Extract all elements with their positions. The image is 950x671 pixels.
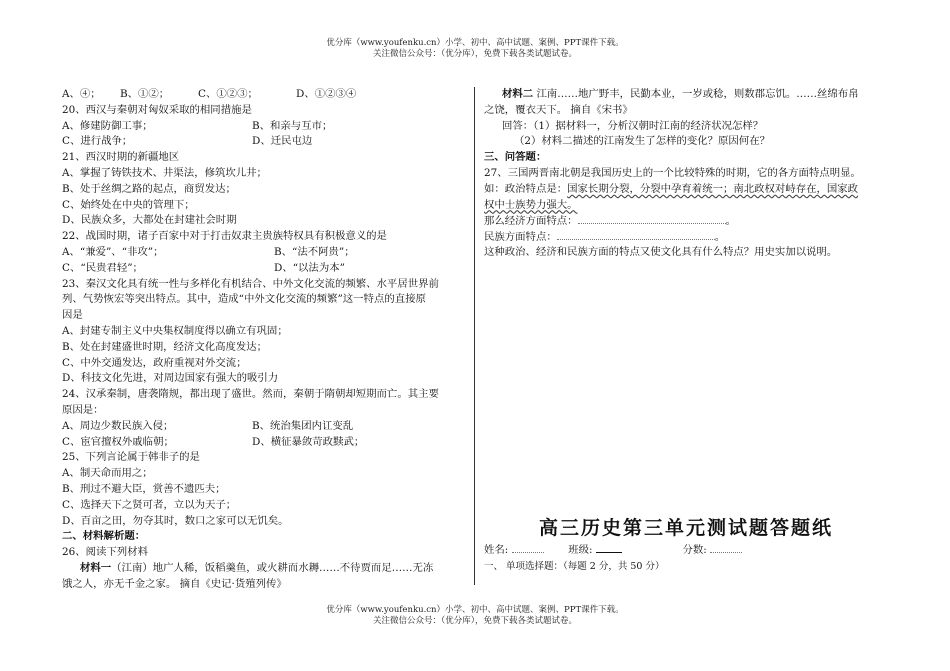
q25-option-a: A、制天命而用之； — [62, 467, 153, 480]
ethnic-feature-blank[interactable] — [557, 229, 715, 240]
material-2-line-1 — [484, 87, 888, 103]
material-2-line-2: 之饶，覆衣天下。 摘自《宋书》 — [484, 103, 633, 116]
q21-stem: 21、西汉时期的新疆地区 — [62, 151, 180, 164]
q20-option-a: A、修建防御工事； — [62, 119, 153, 132]
q23-stem-line-1: 23、秦汉文化具有统一性与多样化有机结合、中外文化交流的频繁、水平居世界前 — [62, 277, 439, 290]
q24-stem-line-1: 24、汉承秦制，唐袭隋规，都出现了盛世。然而，秦朝于隋朝却短期而亡。其主要 — [62, 388, 439, 401]
q22-options-row-1 — [62, 245, 472, 261]
q23-stem-line-3: 因是 — [62, 309, 83, 322]
q24-stem-line-2: 原因是： — [62, 403, 104, 416]
header-line-2: 关注微信公众号：（优分库），免费下载各类试题试卷。 — [372, 49, 577, 59]
name-field[interactable] — [512, 542, 544, 553]
answer-sheet-title: 高三历史第三单元测试题答题纸 — [538, 517, 833, 539]
q24-options-row-2 — [62, 435, 472, 451]
economic-feature-blank[interactable] — [578, 213, 726, 224]
q21-option-b: B、处于丝绸之路的起点，商贸发达； — [62, 182, 236, 195]
material-1-line-2: 饿之人，亦无千金之家。 摘自《史记·货殖列传》 — [62, 577, 287, 590]
q25-option-b: B、刑过不避大臣，赏善不遗匹夫； — [62, 482, 226, 495]
q27-line-1: 27、三国两晋南北朝是我国历史上的一个比较特殊的时期，它的各方面特点明显。 — [484, 166, 861, 179]
q27-political-answer-1: 国家长期分裂，分裂中孕育着统一；南北政权对峙存在，国家政 — [567, 182, 859, 195]
column-divider — [474, 87, 475, 585]
q25-option-d: D、百亩之田，勿夺其时，数口之家可以无饥矣。 — [62, 514, 289, 527]
q27-political-answer-2: 权中士族势力强大。 — [484, 198, 578, 211]
score-label: 分数: — [682, 544, 707, 556]
student-info-row — [484, 542, 888, 558]
q24-options-row-1 — [62, 419, 472, 435]
q19-option-c: C、①②③； — [198, 88, 258, 100]
header-line-1: 优分库（www.youfenku.cn）小学、初中、高中试题、案例、PPT课件下载。 — [326, 38, 624, 48]
q27-line-2 — [484, 182, 888, 198]
class-field[interactable] — [596, 542, 622, 553]
mcq-section-heading: 一、 单项选择题：（每题 2 分，共 50 分） — [484, 561, 665, 572]
left-column — [62, 87, 472, 593]
q19-option-d: D、①②③④ — [296, 88, 357, 100]
ethnic-feature-end: 。 — [714, 231, 726, 244]
name-label: 姓名: — [484, 544, 509, 556]
ethnic-feature-row — [484, 229, 888, 245]
page-header — [0, 38, 950, 60]
q25-option-c: C、选择天下之贤可者，立以为天子； — [62, 498, 237, 511]
economic-feature-end: 。 — [725, 215, 736, 228]
material-2-text-1: 江南……地广野丰，民勤本业，一岁或稔，则数郡忘饥。……丝绵布帛 — [536, 88, 859, 100]
q20-options-row-2 — [62, 134, 472, 150]
q27-political-label: 如：政治特点是： — [484, 182, 568, 195]
q22-options-row-2 — [62, 261, 472, 277]
q23-option-c: C、中外交通发达，政府重视对外交流； — [62, 356, 247, 369]
q20-options-row-1 — [62, 119, 472, 135]
ethnic-feature-label: 民族方面特点： — [484, 231, 557, 244]
answer-question-2: （2）材料二描述的江南发生了怎样的变化？原因何在？ — [514, 135, 770, 148]
q24-option-d: D、横征暴敛苛政黩武； — [252, 435, 365, 448]
economic-feature-label: 那么经济方面特点： — [484, 215, 578, 228]
q20-option-c: C、进行战争； — [62, 135, 133, 148]
q22-option-a: A、“兼爱”、“非攻”； — [62, 245, 164, 258]
q21-option-a: A、掌握了铸铁技术、井渠法，修筑坎儿井； — [62, 166, 267, 179]
score-field[interactable] — [710, 542, 742, 553]
q23-option-d: D、科技文化先进，对周边国家有强大的吸引力 — [62, 372, 279, 385]
material-1-line-1 — [62, 561, 472, 577]
q24-option-c: C、宦官擅权外戚临朝； — [62, 435, 174, 448]
q26-stem: 26、阅读下列材料 — [62, 546, 148, 559]
section-3-heading: 三、问答题： — [484, 151, 547, 164]
q27-final-question: 这种政治、经济和民族方面的特点又使文化具有什么特点？用史实加以说明。 — [484, 245, 838, 258]
right-column — [484, 87, 888, 261]
economic-feature-row — [484, 213, 888, 229]
q21-option-c: C、始终处在中央的管理下； — [62, 198, 195, 211]
q20-option-d: D、迁民屯边 — [252, 135, 313, 148]
q22-option-b: B、“法不阿贵”； — [274, 245, 355, 258]
q23-option-b: B、处在封建盛世时期，经济文化高度发达； — [62, 340, 268, 353]
class-label: 班级: — [568, 544, 593, 556]
q20-option-b: B、和亲与互市； — [252, 119, 333, 132]
q19-option-a: A、④； — [62, 88, 101, 100]
q24-option-b: B、统治集团内讧变乱 — [252, 419, 354, 432]
q24-option-a: A、周边少数民族入侵； — [62, 419, 174, 432]
material-1-text-1: （江南）地广人稀，饭稻羹鱼，或火耕而水耨……不待贾而足……无冻 — [111, 561, 434, 574]
material-2-label: 材料二 — [502, 88, 534, 100]
footer-line-2: 关注微信公众号：（优分库），免费下载各类试题试卷。 — [372, 616, 577, 626]
footer-line-1: 优分库（www.youfenku.cn）小学、初中、高中试题、案例、PPT课件下载。 — [326, 605, 624, 615]
q22-option-c: C、“民贵君轻”； — [62, 261, 143, 274]
q21-option-d: D、民族众多，大都处在封建社会时期 — [62, 214, 237, 227]
q23-stem-line-2: 列、气势恢宏等突出特点。其中，造成“中外文化交流的频繁”这一特点的直接原 — [62, 293, 426, 306]
q27-line-3 — [484, 198, 888, 214]
q22-stem: 22、战国时期，诸子百家中对于打击奴隶主贵族特权具有积极意义的是 — [62, 230, 387, 243]
q19-option-b: B、①②； — [120, 88, 170, 100]
q19-options — [62, 87, 472, 103]
q25-stem: 25、下列言论属于韩非子的是 — [62, 451, 200, 464]
q22-option-d: D、“以法为本” — [274, 261, 345, 274]
q20-stem: 20、西汉与秦朝对匈奴采取的相同措施是 — [62, 103, 252, 116]
answer-question-1: 回答：（1）据材料一，分析汉朝时江南的经济状况怎样？ — [502, 119, 764, 132]
material-1-label: 材料一 — [80, 561, 112, 574]
section-2-heading: 二、材料解析题： — [62, 530, 146, 543]
page-footer — [0, 605, 950, 627]
q23-option-a: A、封建专制主义中央集权制度得以确立有巩固； — [62, 324, 288, 337]
